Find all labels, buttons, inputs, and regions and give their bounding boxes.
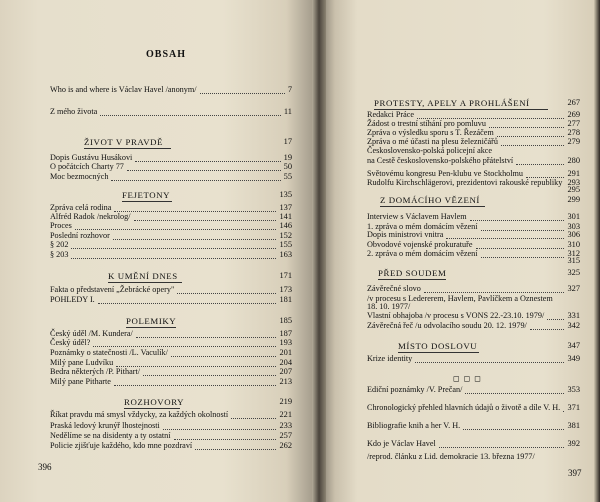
right-toc-entry [367,156,580,167]
entry-page-number: 163 [279,250,292,259]
right-toc-entry [367,385,580,396]
entry-page-number: 204 [279,358,292,367]
entry-page-number: 185 [279,316,292,325]
section-ornament: ◻◻◻ [453,374,485,383]
entry-title: Bedra některých /P. Pithart/ [50,367,141,376]
entry-page-number: 207 [279,367,292,376]
entry-title: Z mého života [50,107,98,116]
leader-dots [497,129,564,137]
entry-title: Dopis Gustávu Husákovi [50,153,133,162]
entry-page-number: 7 [287,85,292,94]
entry-title: Zpráva o mé účasti na plesu železničářů [367,137,498,146]
entry-page-number: 381 [567,421,580,430]
right-section-heading [367,195,580,206]
entry-title: Fakta o představení „Žebrácké opery" [50,285,175,294]
section-title: ŽIVOT V PRAVDĚ [84,137,164,147]
entry-title: /reprod. článku z Lid. demokracie 13. března 1977/ [367,452,535,461]
leader-dots [93,339,276,347]
entry-page-number: 353 [567,385,580,394]
leader-dots [100,108,281,116]
left-page-number: 396 [38,462,52,472]
entry-page-number: 201 [279,348,292,357]
section-title: PŘED SOUDEM [378,268,447,278]
leader-dots [547,312,564,320]
leader-dots [127,163,281,171]
entry-title: Krize identity [367,354,413,363]
section-title: FEJETONY [122,190,171,200]
entry-page-number: 11 [283,107,292,116]
entry-title: Rudolfu Kirchschlägerovi, prezidentovi rakouské republiky [367,178,563,187]
leader-dots [71,251,276,259]
entry-title: 18. 10. 1977/ [367,302,411,311]
entry-title: Ediční poznámky /V. Prečan/ [367,385,463,394]
entry-page-number: 219 [279,397,292,406]
leader-dots [463,422,564,430]
entry-page-number: 213 [279,377,292,386]
leader-dots [116,359,276,367]
leader-dots [136,330,276,338]
entry-title: Redakci Práce [367,110,415,119]
right-section-heading [367,268,580,279]
entry-page-number: 303 [567,222,580,231]
entry-page-number: 173 [279,285,292,294]
left-section-heading [50,316,292,327]
entry-page-number: 50 [283,162,292,171]
entry-title: Poslední rozhovor [50,231,110,240]
leader-dots [424,285,564,293]
heading-rule [84,148,171,149]
leader-dots [417,111,564,119]
left-section-heading [50,271,292,282]
entry-title: /v procesu s Ledererem, Havlem, Pavlíčkem a Oznestem [367,294,553,303]
left-toc-entry [50,85,292,96]
entry-title: Bibliografie knih a her V. H. [367,421,461,430]
left-toc-entry [50,441,292,452]
heading-rule [108,282,182,283]
entry-title: POHLEDY I. [50,295,95,304]
entry-title: Obvodové vojenské prokuratuře [367,240,473,249]
section-title: ROZHOVORY [124,397,185,407]
leader-dots [530,322,564,330]
entry-title: Český úděl /M. Kundera/ [50,329,133,338]
right-toc-entry [367,421,580,432]
section-title: MÍSTO DOSLOVU [398,341,478,351]
leader-dots [446,231,564,239]
heading-rule [380,206,485,207]
leader-dots [174,432,276,440]
entry-title: Kdo je Václav Havel [367,439,436,448]
entry-title: Milý pane Ludvíku [50,358,114,367]
leader-dots [177,286,276,294]
left-section-heading [50,397,292,408]
leader-dots [476,241,564,249]
section-title: Z DOMÁCÍHO VĚZENÍ [380,195,480,205]
entry-page-number: 141 [279,212,292,221]
heading-rule [126,327,176,328]
left-toc-entry [50,377,292,388]
leader-dots [171,349,276,357]
right-page-number: 397 [568,468,582,478]
entry-page-number: 291 [567,169,580,178]
leader-dots [526,170,564,178]
left-section-heading [50,137,292,148]
entry-page-number: 327 [567,284,580,293]
entry-title: Říkat pravdu má smysl vždycky, za každých okolností [50,410,229,419]
leader-dots [439,440,564,448]
entry-title: Český úděl? [50,338,91,347]
leader-dots [134,213,276,221]
entry-page-number: 221 [279,410,292,419]
leader-dots [75,222,276,230]
entry-title: Československo-polská policejní akce [367,146,493,155]
entry-page-number: 371 [567,403,580,412]
entry-page-number: 310 [567,240,580,249]
entry-title: Nedělíme se na disidenty a ty ostatní [50,431,171,440]
entry-page-number: 155 [279,240,292,249]
leader-dots [200,86,285,94]
leader-dots [501,138,564,146]
leader-dots [415,355,564,363]
right-toc-entry [367,354,580,365]
heading-rule [124,408,180,409]
entry-page-number: 279 [567,137,580,146]
entry-title: 1. zpráva o mém domácím vězení [367,222,478,231]
section-title: K UMĚNÍ DNES [108,271,178,281]
entry-page-number: 55 [283,172,292,181]
entry-title: Žádost o trestní stíhání pro pomluvu [367,119,486,128]
contents-title: OBSAH [146,49,187,60]
left-section-heading [50,190,292,201]
entry-page-number: 181 [279,295,292,304]
leader-dots [470,213,564,221]
entry-page-number: 315 [567,256,580,265]
entry-title: Zpráva celá rodina [50,203,112,212]
entry-page-number: 137 [279,203,292,212]
entry-title: Praská ledový krunýř lhostejnosti [50,421,160,430]
leader-dots [135,154,281,162]
entry-title: Světovému kongresu Pen-klubu ve Stockholmu [367,169,524,178]
entry-page-number: 146 [279,221,292,230]
entry-page-number: 171 [279,271,292,280]
right-toc-entry [367,452,580,463]
entry-title: Policie zjišťuje každého, kdo mne pozdraví [50,441,193,450]
entry-title: na Cestě československo-polského přátelství [367,156,514,165]
leader-dots [114,378,276,386]
entry-title: Poznámky o statečnosti /L. Vaculík/ [50,348,168,357]
entry-title: § 202 [50,240,69,249]
entry-title: Vlastní obhajoba /v procesu s VONS 22.-23.10. 1979/ [367,311,545,320]
entry-page-number: 257 [279,431,292,440]
leader-dots [516,157,564,165]
right-section-heading [367,341,580,352]
entry-title: Milý pane Pitharte [50,377,111,386]
entry-page-number: 267 [567,98,580,107]
entry-page-number: 299 [567,195,580,204]
entry-page-number: 306 [567,230,580,239]
left-toc-entry [50,295,292,306]
entry-title: Who is and where is Václav Havel /anonym/ [50,85,197,94]
leader-dots [143,368,276,376]
entry-page-number: 187 [279,329,292,338]
right-section-heading [367,98,580,109]
entry-page-number: 312 [567,249,580,258]
entry-title: Moc bezmocných [50,172,109,181]
section-title: POLEMIKY [126,316,177,326]
entry-title: Závěrečná řeč /u odvolacího soudu 20. 12. 1979/ [367,321,527,330]
entry-page-number: 135 [279,190,292,199]
section-title: PROTESTY, APELY A PROHLÁŠENÍ [374,98,530,108]
entry-page-number: 342 [567,321,580,330]
leader-dots [231,411,276,419]
entry-page-number: 262 [279,441,292,450]
leader-dots [195,442,276,450]
page-edge [594,0,600,502]
right-toc-entry [367,403,580,414]
entry-page-number: 331 [567,311,580,320]
entry-page-number: 193 [279,338,292,347]
heading-rule [378,279,446,280]
leader-dots [71,241,276,249]
heading-rule [122,201,172,202]
left-toc-entry [50,250,292,261]
entry-title: Proces [50,221,72,230]
left-toc-entry [50,107,292,118]
entry-title: Chronologický přehled hlavních údajů o životě a díle V. H. [367,403,561,412]
entry-page-number: 392 [567,439,580,448]
left-toc-entry [50,410,292,421]
leader-dots [489,120,564,128]
entry-page-number: 278 [567,128,580,137]
entry-page-number: 280 [567,156,580,165]
entry-title: Dopis ministrovi vnitra [367,230,444,239]
leader-dots [465,386,564,394]
entry-title: Alfréd Radok /nekrolog/ [50,212,131,221]
entry-title: Interview s Václavem Havlem [367,212,467,221]
entry-title: Závěrečné slovo [367,284,421,293]
right-toc-entry [367,256,580,267]
entry-page-number: 269 [567,110,580,119]
right-toc-entry [367,321,580,332]
entry-page-number: 152 [279,231,292,240]
left-toc-entry [50,172,292,183]
leader-dots [98,296,276,304]
entry-page-number: 347 [567,341,580,350]
entry-title: 2. zpráva o mém domácím vězení [367,249,478,258]
leader-dots [163,422,276,430]
entry-page-number: 17 [283,137,292,146]
entry-title: § 203 [50,250,69,259]
entry-page-number: 349 [567,354,580,363]
entry-page-number: 19 [283,153,292,162]
leader-dots [563,404,564,412]
leader-dots [113,232,276,240]
right-toc-entry [367,439,580,450]
leader-dots [111,173,281,181]
entry-page-number: 293 [567,178,580,187]
entry-page-number: 325 [567,268,580,277]
entry-title: O počátcích Charty 77 [50,162,124,171]
book-gutter [312,0,326,502]
entry-page-number: 301 [567,212,580,221]
entry-page-number: 233 [279,421,292,430]
leader-dots [114,204,276,212]
entry-page-number: 295 [567,185,580,194]
entry-page-number: 277 [567,119,580,128]
entry-title: Zpráva o výsledku sporu s T. Řezáčem [367,128,494,137]
heading-rule [398,352,479,353]
